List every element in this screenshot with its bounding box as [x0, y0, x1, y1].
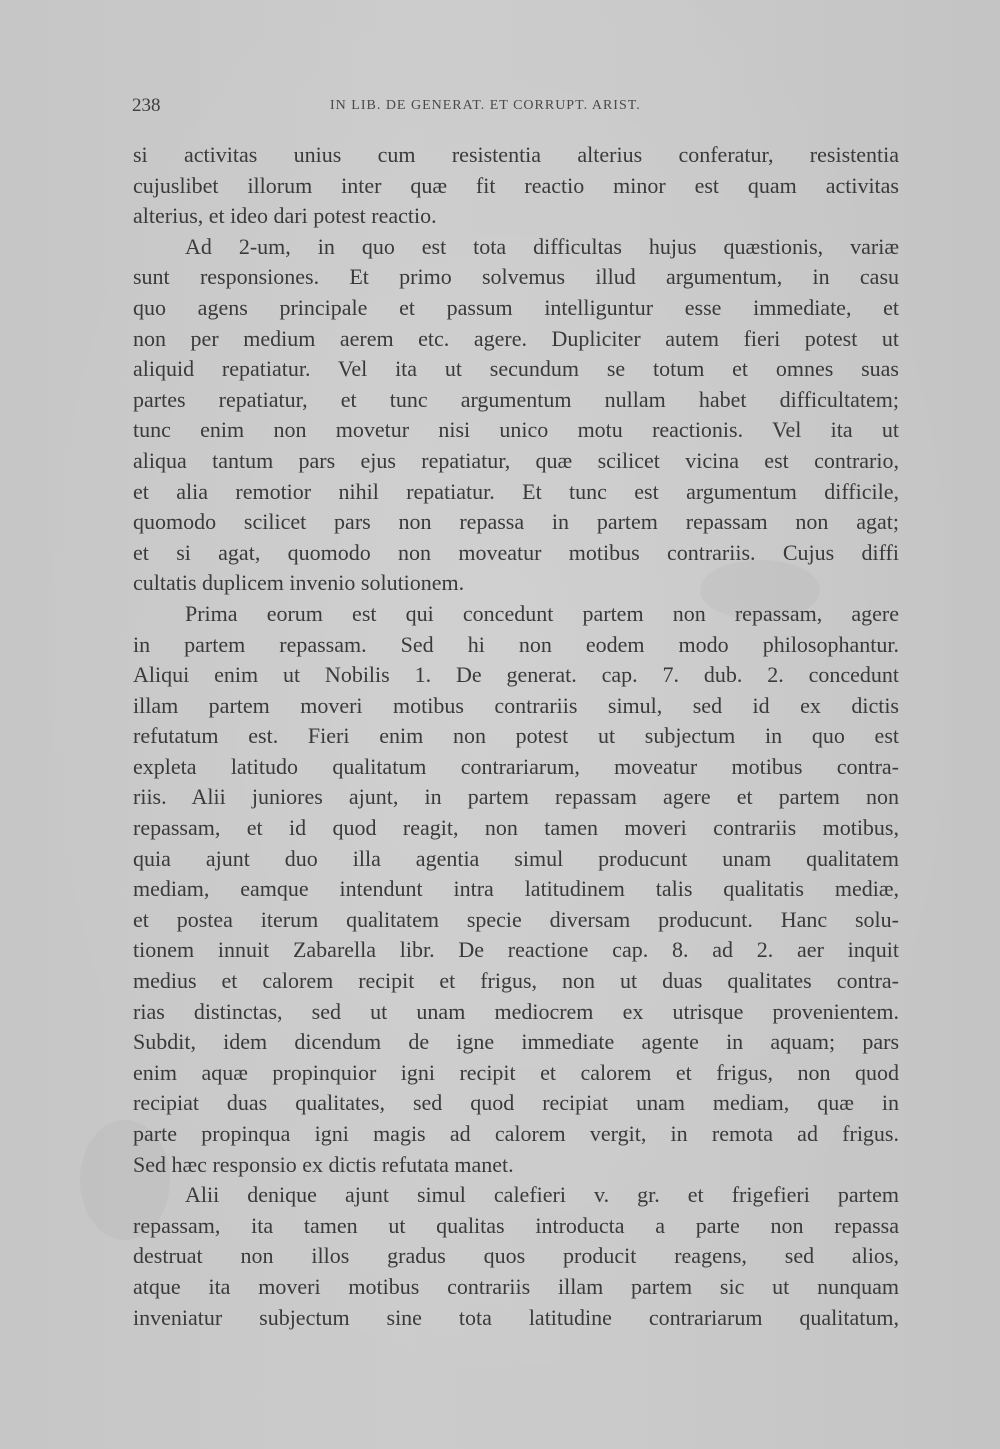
text-line: aliqua tantum pars ejus repatiatur, quæ scilicet vicina est contrario,	[133, 447, 899, 473]
page-header	[132, 95, 900, 123]
text-line: alterius, et ideo dari potest reactio.	[133, 203, 437, 229]
text-line: riis. Alii juniores ajunt, in partem repassam agere et partem non	[133, 784, 899, 810]
text-line: mediam, eamque intendunt intra latitudinem talis qualitatis mediæ,	[133, 876, 899, 902]
text-line: sunt responsiones. Et primo solvemus illud argumentum, in casu	[133, 264, 899, 290]
text-line: si activitas unius cum resistentia alterius conferatur, resistentia	[133, 142, 899, 167]
text-line: Prima eorum est qui concedunt partem non repassam, agere	[185, 600, 899, 626]
text-line: inveniatur subjectum sine tota latitudine contrariarum qualitatum,	[133, 1304, 899, 1330]
text-line: parte propinqua igni magis ad calorem vergit, in remota ad frigus.	[133, 1121, 899, 1146]
page-number: 238	[132, 95, 161, 116]
text-line: cujuslibet illorum inter quæ fit reactio minor est quam activitas	[133, 172, 899, 198]
text-line: quia ajunt duo illa agentia simul producunt unam qualitatem	[133, 845, 899, 871]
text-line: aliquid repatiatur. Vel ita ut secundum se totum et omnes suas	[133, 356, 899, 382]
text-line: tunc enim non movetur nisi unico motu reactionis. Vel ita ut	[133, 417, 899, 443]
text-line: Sed hæc responsio ex dictis refutata manet.	[133, 1151, 514, 1177]
running-head: IN LIB. DE GENERAT. ET CORRUPT. ARIST.	[330, 98, 641, 113]
text-line: repassam, ita tamen ut qualitas introducta a parte non repassa	[133, 1212, 899, 1238]
body-text	[133, 140, 899, 1333]
text-line: et si agat, quomodo non moveatur motibus contrariis. Cujus diffi	[133, 539, 899, 565]
text-line: non per medium aerem etc. agere. Dupliciter autem fieri potest ut	[133, 325, 899, 351]
text-line: Subdit, idem dicendum de igne immediate agente in aquam; pars	[133, 1029, 899, 1055]
text-line: recipiat duas qualitates, sed quod recipiat unam mediam, quæ in	[133, 1090, 899, 1116]
text-line: Alii denique ajunt simul calefieri v. gr. et frigefieri partem	[185, 1182, 899, 1208]
text-line: illam partem moveri motibus contrariis simul, sed id ex dictis	[133, 692, 899, 718]
text-line: rias distinctas, sed ut unam mediocrem ex utrisque provenientem.	[133, 998, 899, 1024]
text-line: cultatis duplicem invenio solutionem.	[133, 570, 465, 596]
text-line: expleta latitudo qualitatum contrariarum, moveatur motibus contra-	[133, 753, 899, 779]
text-line: refutatum est. Fieri enim non potest ut subjectum in quo est	[133, 723, 899, 749]
text-line: et alia remotior nihil repatiatur. Et tunc est argumentum difficile,	[133, 478, 899, 504]
text-line: partes repatiatur, et tunc argumentum nullam habet difficultatem;	[133, 386, 899, 412]
text-line: repassam, et id quod reagit, non tamen moveri contrariis motibus,	[133, 815, 899, 841]
text-line: medius et calorem recipit et frigus, non ut duas qualitates contra-	[133, 968, 899, 994]
text-line: et postea iterum qualitatem specie diversam producunt. Hanc solu-	[133, 906, 899, 932]
text-line: quo agens principale et passum intelliguntur esse immediate, et	[133, 294, 899, 320]
text-line: atque ita moveri motibus contrariis illam partem sic ut nunquam	[133, 1273, 899, 1299]
text-line: destruat non illos gradus quos producit reagens, sed alios,	[133, 1243, 899, 1269]
text-line: Ad 2-um, in quo est tota difficultas hujus quæstionis, variæ	[185, 233, 899, 259]
text-line: in partem repassam. Sed hi non eodem modo philosophantur.	[133, 631, 899, 657]
text-line: enim aquæ propinquior igni recipit et calorem et frigus, non quod	[133, 1059, 899, 1085]
text-line: quomodo scilicet pars non repassa in partem repassam non agat;	[133, 509, 899, 535]
text-line: tionem innuit Zabarella libr. De reactione cap. 8. ad 2. aer inquit	[133, 937, 899, 963]
text-line: Aliqui enim ut Nobilis 1. De generat. cap. 7. dub. 2. concedunt	[133, 662, 899, 688]
